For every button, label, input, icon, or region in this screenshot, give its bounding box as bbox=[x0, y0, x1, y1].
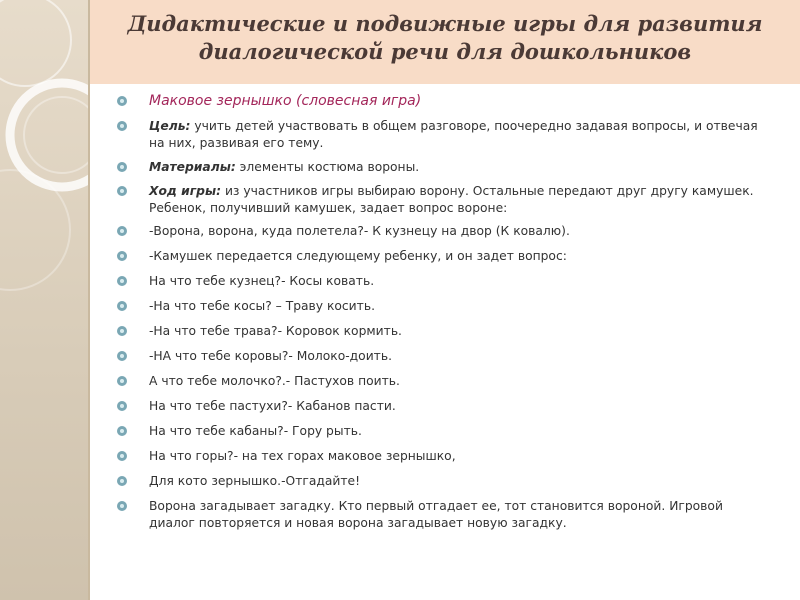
left-decorative-panel bbox=[0, 0, 88, 600]
dialog-line: -На что тебе косы? – Траву косить. bbox=[149, 299, 375, 313]
list-item-materials bbox=[116, 159, 770, 176]
circles-decoration bbox=[0, 0, 88, 600]
slide-content bbox=[116, 93, 770, 532]
bullet-icon bbox=[116, 185, 128, 197]
bullet-icon bbox=[116, 325, 128, 337]
dialog-line: Для кото зернышко.-Отгадайте! bbox=[149, 474, 361, 488]
dialog-line: На что горы?- на тех горах маковое зернышко, bbox=[149, 449, 456, 463]
list-item bbox=[116, 223, 770, 240]
bullet-icon bbox=[116, 425, 128, 437]
bullet-icon bbox=[116, 95, 128, 107]
bullet-icon bbox=[116, 275, 128, 287]
bullet-icon bbox=[116, 450, 128, 462]
list-item bbox=[116, 273, 770, 290]
list-item-heading bbox=[116, 93, 770, 110]
dialog-line: -Ворона, ворона, куда полетела?- К кузнецу на двор (К ковалю). bbox=[149, 224, 570, 238]
bullet-icon bbox=[116, 300, 128, 312]
dialog-list bbox=[116, 223, 770, 490]
bullet-icon bbox=[116, 250, 128, 262]
list-item-final bbox=[116, 498, 770, 532]
dialog-line: -На что тебе трава?- Коровок кормить. bbox=[149, 324, 402, 338]
final-line-1: Ворона загадывает загадку. Кто первый отгадает ее, тот становится вороной. Игровой bbox=[149, 499, 723, 513]
bullet-icon bbox=[116, 400, 128, 412]
dialog-line: На что тебе пастухи?- Кабанов пасти. bbox=[149, 399, 396, 413]
goal-text: учить детей участвовать в общем разговоре, поочередно задавая вопросы, и отвечая на них, развивая его тему. bbox=[149, 119, 758, 150]
materials-text: элементы костюма вороны. bbox=[235, 160, 420, 174]
list-item bbox=[116, 423, 770, 440]
list-item bbox=[116, 448, 770, 465]
slide-title bbox=[90, 10, 800, 66]
list-item bbox=[116, 323, 770, 340]
dialog-line: А что тебе молочко?.- Пастухов поить. bbox=[149, 374, 400, 388]
list-item bbox=[116, 473, 770, 490]
dialog-line: На что тебе кабаны?- Гору рыть. bbox=[149, 424, 362, 438]
dialog-line: -НА что тебе коровы?- Молоко-доить. bbox=[149, 349, 393, 363]
materials-label: Материалы: bbox=[149, 160, 236, 174]
bullet-icon bbox=[116, 225, 128, 237]
procedure-text: из участников игры выбираю ворону. Остальные передают друг другу камушек. Ребенок, получивший камушек, задает вопрос вороне: bbox=[149, 184, 754, 215]
list-item-procedure bbox=[116, 183, 770, 217]
bullet-icon bbox=[116, 475, 128, 487]
panel-divider bbox=[88, 0, 90, 600]
dialog-line: На что тебе кузнец?- Косы ковать. bbox=[149, 274, 375, 288]
final-line-2: диалог повторяется и новая ворона загадывает новую загадку. bbox=[149, 516, 567, 530]
list-item bbox=[116, 348, 770, 365]
game-heading: Маковое зернышко (словесная игра) bbox=[149, 93, 422, 109]
list-item bbox=[116, 373, 770, 390]
list-item bbox=[116, 398, 770, 415]
bullet-icon bbox=[116, 375, 128, 387]
list-item-goal bbox=[116, 118, 770, 152]
bullet-icon bbox=[116, 120, 128, 132]
dialog-line: -Камушек передается следующему ребенку, и он задет вопрос: bbox=[149, 249, 567, 263]
title-line-2: диалогической речи для дошкольников bbox=[198, 39, 692, 64]
bullet-icon bbox=[116, 161, 128, 173]
procedure-label: Ход игры: bbox=[149, 184, 222, 198]
bullet-icon bbox=[116, 350, 128, 362]
list-item bbox=[116, 248, 770, 265]
bullet-icon bbox=[116, 500, 128, 512]
title-line-1: Дидактические и подвижные игры для развития bbox=[127, 11, 763, 36]
list-item bbox=[116, 298, 770, 315]
goal-label: Цель: bbox=[149, 119, 191, 133]
